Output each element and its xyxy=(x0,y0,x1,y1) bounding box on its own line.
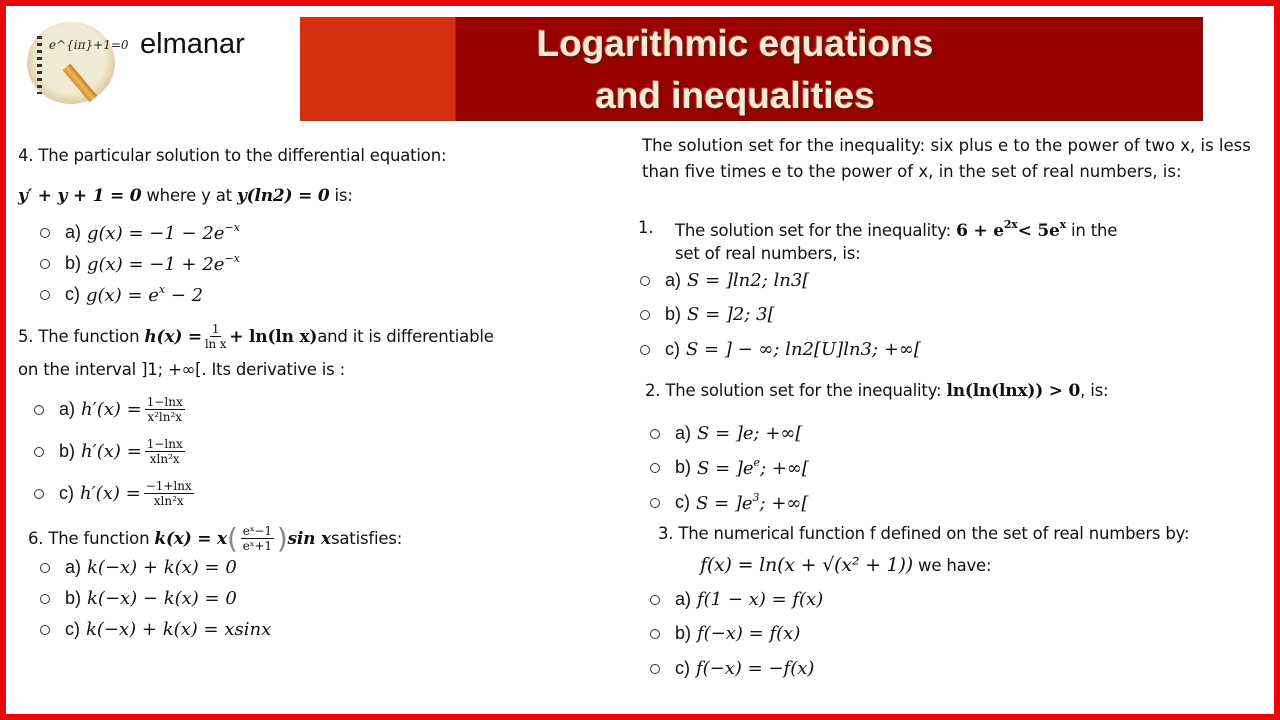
brand-name: elmanar xyxy=(140,28,245,60)
q6-after: sin x xyxy=(287,528,331,549)
option-expr: k(−x) + k(x) = 0 xyxy=(87,557,237,578)
option-label: c) xyxy=(65,619,80,639)
q2-option-a[interactable] xyxy=(650,423,802,444)
radio-icon[interactable] xyxy=(34,489,44,499)
option-label: a) xyxy=(675,423,692,443)
radio-icon[interactable] xyxy=(34,447,44,457)
option-label: a) xyxy=(65,222,82,242)
option-label: a) xyxy=(59,399,76,419)
q5-fraction: $\frac{1}{\text{ln x}}$ xyxy=(204,322,227,351)
q3-option-b[interactable] xyxy=(650,623,800,644)
q5-fn: h(x) = xyxy=(144,326,202,347)
q4-title: 4. The particular solution to the differential equation: xyxy=(18,146,447,165)
option-expr: $g(x) = -1 - 2e^{-x}$ xyxy=(87,221,240,244)
option-label: b) xyxy=(675,457,692,477)
radio-icon[interactable] xyxy=(40,290,50,300)
title-line-2: and inequalities xyxy=(595,75,875,116)
q6-option-c[interactable] xyxy=(40,619,271,640)
option-expr: f(1 − x) = f(x) xyxy=(697,589,824,610)
q3-option-c[interactable] xyxy=(650,658,814,679)
option-expr: k(−x) + k(x) = xsinx xyxy=(86,619,272,640)
option-label: a) xyxy=(675,589,692,609)
option-label: c) xyxy=(675,658,690,678)
q4-statement xyxy=(18,186,353,206)
right-intro: The solution set for the inequality: six plus e to the power of two x, is less than five times e to the power of x, in the set of real numbers, is: xyxy=(642,136,1251,181)
q4-mid: where y at xyxy=(141,186,237,205)
radio-icon[interactable] xyxy=(650,629,660,639)
q4-end: is: xyxy=(329,186,353,205)
option-expr: S = ]e; +∞[ xyxy=(697,423,803,444)
logo-equation: e^{iπ}+1=0 xyxy=(49,38,129,52)
title-banner xyxy=(300,17,1203,121)
q6-option-b[interactable] xyxy=(40,588,237,609)
radio-icon[interactable] xyxy=(34,405,44,415)
q6-title: 6. The function k(x) = x ( $\frac{\text{eˣ−1}}{\text{eˣ+1}}$ ) sin x satisfies: xyxy=(28,522,403,555)
q4-condition: y(ln2) = 0 xyxy=(236,186,330,206)
q1-number: 1. xyxy=(638,218,654,237)
option-label: a) xyxy=(65,557,82,577)
option-expr: S = ]2; 3[ xyxy=(687,304,775,325)
q1-option-c[interactable] xyxy=(640,339,921,360)
q2-option-b[interactable] xyxy=(650,456,809,479)
option-expr: $S = ]e^3$; +∞[ xyxy=(696,491,809,514)
title-line-1: Logarithmic equations xyxy=(536,23,934,64)
option-label: b) xyxy=(665,304,682,324)
radio-icon[interactable] xyxy=(650,595,660,605)
option-label: b) xyxy=(675,623,692,643)
option-expr: h′(x) = xyxy=(81,441,142,462)
option-expr: f(−x) = −f(x) xyxy=(696,658,815,679)
option-expr: S = ]ln2; ln3[ xyxy=(687,270,810,291)
q1-line2: set of real numbers, is: xyxy=(675,244,861,263)
option-label: c) xyxy=(65,284,80,304)
pencil-icon xyxy=(63,64,98,103)
option-label: b) xyxy=(59,441,76,461)
q5-line2: on the interval ]1; +∞[. Its derivative is : xyxy=(18,360,345,379)
radio-icon[interactable] xyxy=(650,429,660,439)
option-label: c) xyxy=(675,492,690,512)
option-label: a) xyxy=(665,270,682,290)
option-label: b) xyxy=(65,588,82,608)
radio-icon[interactable] xyxy=(40,594,50,604)
q5-option-c[interactable]: c) h′(x) = $\frac{-1+\ln x}{\text{xln²x}}$ xyxy=(34,479,197,508)
radio-icon[interactable] xyxy=(40,625,50,635)
q4-option-b[interactable] xyxy=(40,252,240,275)
q2-option-c[interactable] xyxy=(650,491,808,514)
q1-option-b[interactable] xyxy=(640,304,775,325)
q4-option-c[interactable] xyxy=(40,283,203,306)
option-label: b) xyxy=(65,253,82,273)
q6-post: satisfies: xyxy=(331,529,403,548)
q3-title: 3. The numerical function f defined on the set of real numbers by: xyxy=(658,524,1190,543)
option-expr: $g(x) = -1 + 2e^{-x}$ xyxy=(87,252,240,275)
option-expr: $S = ]e^e$; +∞[ xyxy=(697,456,809,479)
q6-pre: 6. The function xyxy=(28,529,150,548)
radio-icon[interactable] xyxy=(650,498,660,508)
q3-definition: f(x) = ln(x + √(x² + 1)) we have: xyxy=(700,554,992,576)
q5-option-b[interactable]: b) h′(x) = $\frac{1-\ln x}{\text{xln²x}}$ xyxy=(34,437,188,466)
radio-icon[interactable] xyxy=(40,228,50,238)
q5-post: and it is differentiable xyxy=(317,327,494,346)
notebook-spiral-icon xyxy=(37,36,42,94)
q4-equation: y′ + y + 1 = 0 xyxy=(18,186,142,206)
q1-title: The solution set for the inequality: $6 + e^{2x}< 5e^x$ in the xyxy=(675,218,1118,241)
radio-icon[interactable] xyxy=(40,259,50,269)
q3-option-a[interactable] xyxy=(650,589,823,610)
radio-icon[interactable] xyxy=(640,310,650,320)
q4-option-a[interactable] xyxy=(40,221,240,244)
radio-icon[interactable] xyxy=(650,664,660,674)
option-expr: f(−x) = f(x) xyxy=(697,623,801,644)
option-expr: h′(x) = xyxy=(81,399,142,420)
option-expr: $g(x) = e^x - 2$ xyxy=(86,283,204,306)
radio-icon[interactable] xyxy=(640,276,650,286)
q5-option-a[interactable]: a) h′(x) = $\frac{1-\ln x}{\text{x²ln²x}}$ xyxy=(34,395,188,424)
q1-option-a[interactable] xyxy=(640,270,809,291)
option-expr: k(−x) − k(x) = 0 xyxy=(87,588,237,609)
q5-pre: 5. The function xyxy=(18,327,140,346)
radio-icon[interactable] xyxy=(650,463,660,473)
radio-icon[interactable] xyxy=(640,345,650,355)
q5-title xyxy=(18,322,494,351)
q6-fn: k(x) = x xyxy=(154,528,227,549)
option-label: c) xyxy=(665,339,680,359)
radio-icon[interactable] xyxy=(40,563,50,573)
channel-logo xyxy=(27,22,129,104)
q6-fraction: $\frac{\text{eˣ−1}}{\text{eˣ+1}}$ xyxy=(242,524,272,553)
q2-title: 2. The solution set for the inequality: ln(ln(lnx)) > 0, is: xyxy=(645,381,1109,401)
option-expr: h′(x) = xyxy=(80,483,141,504)
option-expr: S = ] − ∞; ln2[U]ln3; +∞[ xyxy=(686,339,921,360)
option-label: c) xyxy=(59,483,74,503)
q6-option-a[interactable] xyxy=(40,557,237,578)
q5-post-math: + ln(ln x) xyxy=(229,326,318,347)
